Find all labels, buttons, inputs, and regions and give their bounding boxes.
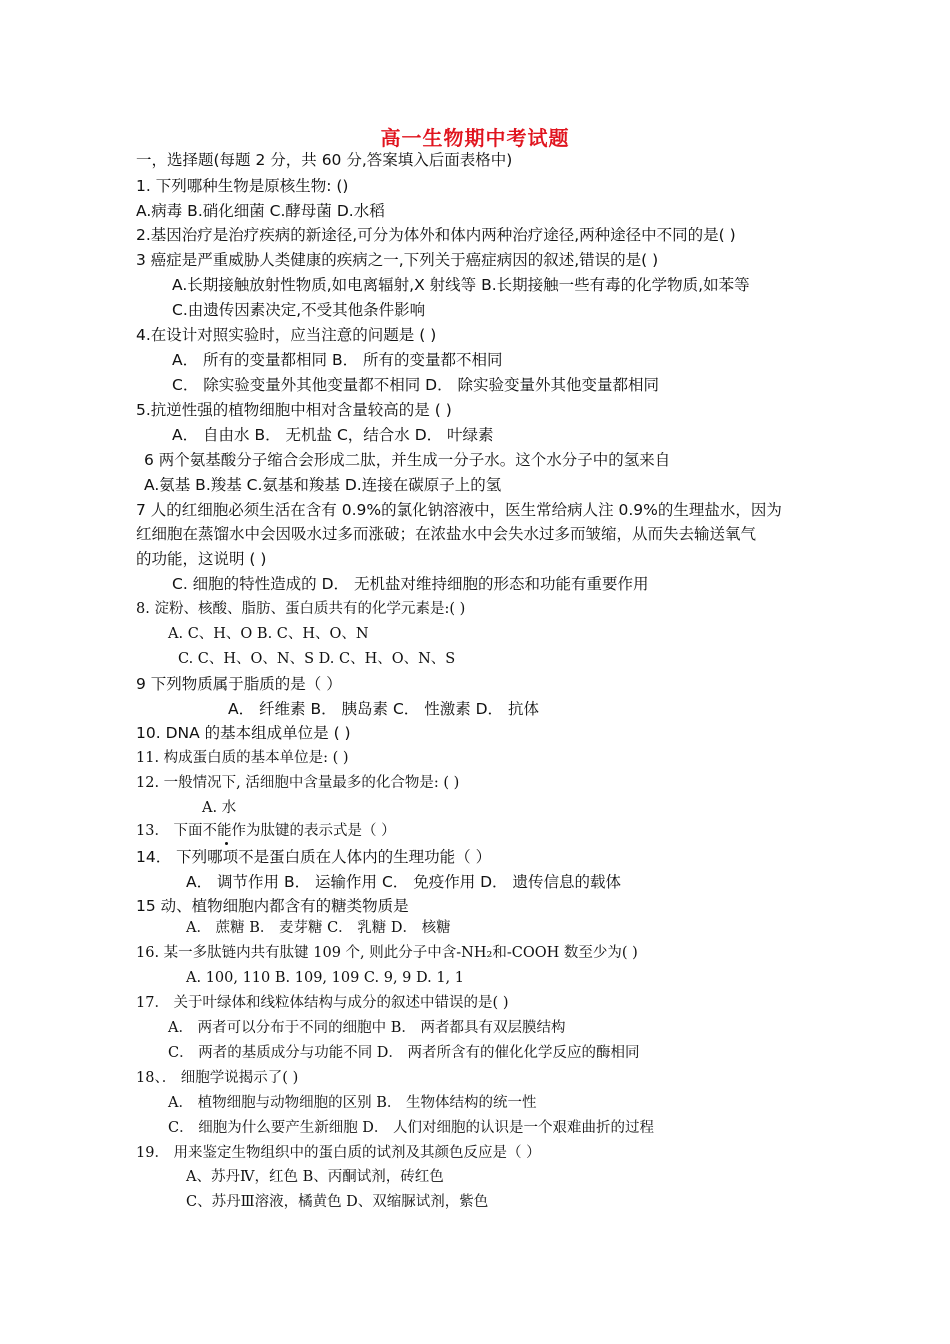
exam-title: 高一生物期中考试题 — [380, 126, 570, 150]
question-19-options-cd: C、苏丹Ⅲ溶液，橘黄色 D、双缩脲试剂，紫色 — [186, 1194, 489, 1210]
question-1-options: A.病毒 B.硝化细菌 C.酵母菌 D.水稻 — [136, 202, 385, 220]
question-12: 12. 一般情况下, 活细胞中含量最多的化合物是: ( ) — [136, 775, 460, 791]
question-1: 1. 下列哪种生物是原核生物: () — [136, 177, 349, 195]
question-6: 6 两个氨基酸分子缩合会形成二肽，并生成一分子水。这个水分子中的氢来自 — [144, 451, 671, 469]
question-18: 18、． 细胞学说揭示了( ) — [136, 1070, 299, 1086]
question-8-options-cd: C. C、H、O、N、S D. C、H、O、N、S — [178, 651, 456, 667]
question-12-option-a: A. 水 — [202, 800, 237, 816]
question-11: 11. 构成蛋白质的基本单位是: ( ) — [136, 750, 349, 766]
question-15: 15 动、植物细胞内都含有的糖类物质是 — [136, 897, 409, 915]
question-19-options-ab: A、苏丹Ⅳ，红色 B、丙酮试剂，砖红色 — [186, 1169, 444, 1185]
section-heading: 一，选择题(每题 2 分，共 60 分,答案填入后面表格中) — [136, 151, 513, 169]
question-14: 14． 下列哪项不是蛋白质在人体内的生理功能（ ） — [136, 848, 492, 866]
question-3-options-ab: A.长期接触放射性物质,如电离辐射,X 射线等 B.长期接触一些有毒的化学物质,如苯等 — [172, 276, 750, 294]
question-7-options: C. 细胞的特性造成的 D． 无机盐对维持细胞的形态和功能有重要作用 — [172, 575, 649, 593]
question-18-options-cd: C． 细胞为什么要产生新细胞 D． 人们对细胞的认识是一个艰难曲折的过程 — [168, 1120, 655, 1136]
question-9: 9 下列物质属于脂质的是（ ） — [136, 675, 342, 693]
question-3: 3 癌症是严重威胁人类健康的疾病之一,下列关于癌症病因的叙述,错误的是( ) — [136, 251, 659, 269]
question-16-options: A. 100, 110 B. 109, 109 C. 9, 9 D. 1, 1 — [186, 970, 464, 986]
question-4-options-cd: C． 除实验变量外其他变量都不相同 D． 除实验变量外其他变量都相同 — [172, 376, 660, 394]
question-5-options: A． 自由水 B． 无机盐 C，结合水 D． 叶绿素 — [172, 426, 494, 444]
emphasis-dot — [225, 842, 228, 845]
question-18-options-ab: A． 植物细胞与动物细胞的区别 B． 生物体结构的统一性 — [168, 1095, 537, 1111]
question-7-line-2: 红细胞在蒸馏水中会因吸水过多而涨破；在浓盐水中会失水过多而皱缩，从而失去输送氧气 — [136, 525, 757, 543]
question-7-line-1: 7 人的红细胞必须生活在含有 0.9%的氯化钠溶液中，医生常给病人注 0.9%的生理盐水，因为 — [136, 501, 782, 519]
question-17-options-cd: C． 两者的基质成分与功能不同 D． 两者所含有的催化化学反应的酶相同 — [168, 1045, 640, 1061]
question-7-line-3: 的功能，这说明 ( ) — [136, 550, 267, 568]
question-19: 19． 用来鉴定生物组织中的蛋白质的试剂及其颜色反应是（ ） — [136, 1145, 541, 1161]
question-5: 5.抗逆性强的植物细胞中相对含量较高的是 ( ) — [136, 401, 452, 419]
question-3-option-c: C.由遗传因素决定,不受其他条件影响 — [172, 301, 426, 319]
question-16: 16. 某一多肽链内共有肽键 109 个, 则此分子中含-NH₂和-COOH 数至少为( ) — [136, 945, 638, 961]
question-8: 8. 淀粉、核酸、脂肪、蛋白质共有的化学元素是:( ) — [136, 601, 466, 617]
question-6-options: A.氨基 B.羧基 C.氨基和羧基 D.连接在碳原子上的氢 — [144, 476, 502, 494]
question-17: 17． 关于叶绿体和线粒体结构与成分的叙述中错误的是( ) — [136, 995, 509, 1011]
question-8-options-ab: A. C、H、O B. C、H、O、N — [168, 626, 369, 642]
question-10: 10. DNA 的基本组成单位是 ( ) — [136, 724, 351, 742]
question-4-options-ab: A． 所有的变量都相同 B． 所有的变量都不相同 — [172, 351, 503, 369]
question-2: 2.基因治疗是治疗疾病的新途径,可分为体外和体内两种治疗途径,两种途径中不同的是( ) — [136, 226, 736, 244]
question-13: 13． 下面不能作为肽键的表示式是（ ） — [136, 823, 396, 839]
question-9-options: A． 纤维素 B． 胰岛素 C． 性激素 D． 抗体 — [228, 700, 539, 718]
question-15-options: A． 蔗糖 B． 麦芽糖 C． 乳糖 D． 核糖 — [186, 920, 451, 936]
question-14-options: A． 调节作用 B． 运输作用 C． 免疫作用 D． 遗传信息的载体 — [186, 873, 621, 891]
question-4: 4.在设计对照实验时，应当注意的问题是 ( ) — [136, 326, 437, 344]
question-17-options-ab: A． 两者可以分布于不同的细胞中 B． 两者都具有双层膜结构 — [168, 1020, 566, 1036]
